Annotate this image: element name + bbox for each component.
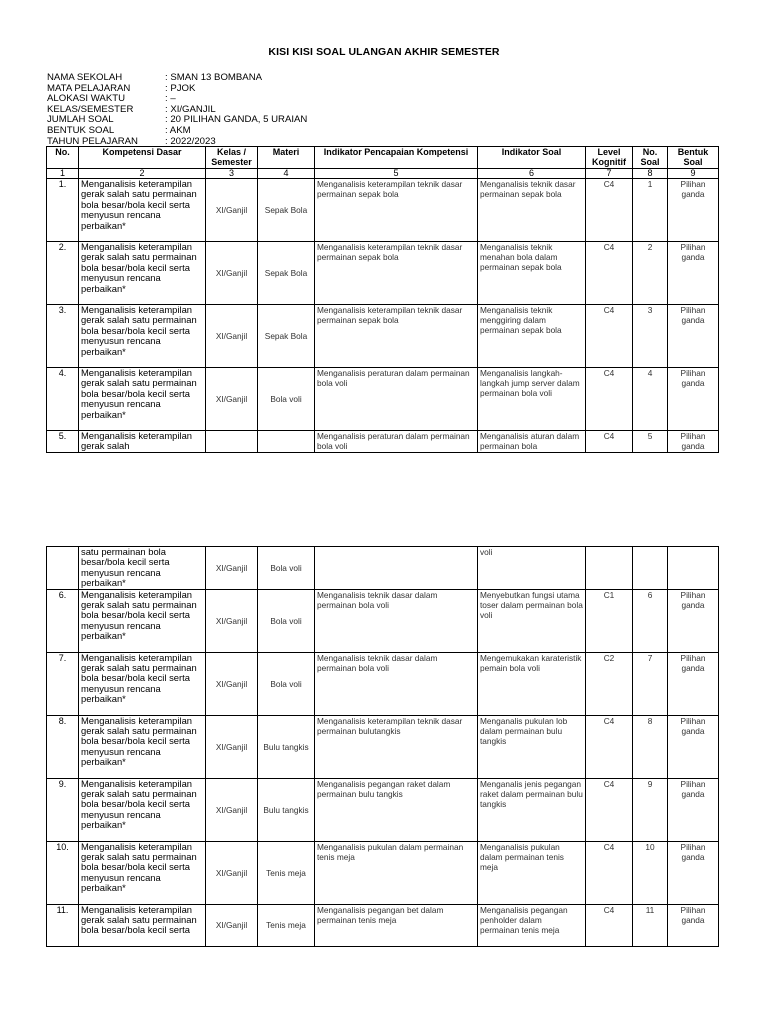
level-cell: C4 [586,904,633,946]
level-cell: C4 [586,715,633,778]
document-meta [47,73,307,147]
kompetensi-dasar-cell: Menganalisis keterampilan gerak salah satu permainan bola besar/bola kecil serta menyusun rencana perbaikan* [79,589,206,652]
no-soal-cell: 6 [633,589,668,652]
row-number: 5. [47,431,79,453]
row-number: 6. [47,589,79,652]
kisi-table-page-2 [46,546,719,947]
indikator-soal-cell: Menyebutkan fungsi utama toser dalam permainan bola voli [478,589,586,652]
materi-cell: Bola voli [258,652,315,715]
kelas-cell: XI/Ganjil [206,841,258,904]
header-no-soal: No. Soal [633,147,668,169]
indikator-soal-cell: Menganalisis pegangan penholder dalam permainan tenis meja [478,904,586,946]
meta-value: : – [165,93,176,105]
ipk-cell: Menganalisis pegangan bet dalam permainan tenis meja [315,904,478,946]
row-number: 8. [47,715,79,778]
row-number: 2. [47,242,79,305]
level-cell: C4 [586,841,633,904]
table-row [47,778,719,841]
header-kompetensi-dasar: Kompetensi Dasar [79,147,206,169]
level-cell: C2 [586,652,633,715]
no-soal-cell: 7 [633,652,668,715]
column-number: 2 [79,169,206,179]
kompetensi-dasar-cell: Menganalisis keterampilan gerak salah satu permainan bola besar/bola kecil serta menyusun rencana perbaikan* [79,305,206,368]
indikator-soal-cell: Menganalisis aturan dalam permainan bola [478,431,586,453]
no-soal-cell [633,547,668,590]
column-number-row [47,169,719,179]
kompetensi-dasar-cell: Menganalisis keterampilan gerak salah satu permainan bola besar/bola kecil serta menyusun rencana perbaikan* [79,242,206,305]
bentuk-soal-cell: Pilihan ganda [668,715,719,778]
materi-cell: Tenis meja [258,904,315,946]
bentuk-soal-cell: Pilihan ganda [668,242,719,305]
kompetensi-dasar-cell: Menganalisis keterampilan gerak salah [79,431,206,453]
meta-label: TAHUN PELAJARAN [47,135,138,147]
no-soal-cell: 3 [633,305,668,368]
no-soal-cell: 8 [633,715,668,778]
materi-cell: Bulu tangkis [258,778,315,841]
column-number: 7 [586,169,633,179]
column-number: 4 [258,169,315,179]
table-row [47,652,719,715]
header-level-kognitif: Level Kognitif [586,147,633,169]
kompetensi-dasar-cell: Menganalisis keterampilan gerak salah satu permainan bola besar/bola kecil serta menyusun rencana perbaikan* [79,179,206,242]
bentuk-soal-cell: Pilihan ganda [668,368,719,431]
bentuk-soal-cell: Pilihan ganda [668,904,719,946]
table-row [47,904,719,946]
row-number: 10. [47,841,79,904]
table-row [47,589,719,652]
row-number: 11. [47,904,79,946]
column-number: 9 [668,169,719,179]
indikator-soal-cell: Menganalis pukulan lob dalam permainan bulu tangkis [478,715,586,778]
meta-value: : AKM [165,124,191,136]
materi-cell: Sepak Bola [258,242,315,305]
kelas-cell: XI/Ganjil [206,305,258,368]
meta-label: KELAS/SEMESTER [47,103,134,115]
table-header-row [47,147,719,169]
kelas-cell: XI/Ganjil [206,652,258,715]
level-cell: C4 [586,242,633,305]
materi-cell [258,431,315,453]
ipk-cell: Menganalisis peraturan dalam permainan bola voli [315,368,478,431]
ipk-cell: Menganalisis teknik dasar dalam permainan bola voli [315,589,478,652]
table-row [47,715,719,778]
kompetensi-dasar-cell: Menganalisis keterampilan gerak salah satu permainan bola besar/bola kecil serta menyusun rencana perbaikan* [79,715,206,778]
meta-value: : XI/GANJIL [165,103,216,115]
meta-value: : 20 PILIHAN GANDA, 5 URAIAN [165,114,308,126]
meta-row [47,126,307,137]
indikator-soal-cell: Menganalisis langkah-langkah jump server dalam permainan bola voli [478,368,586,431]
header-bentuk-soal: Bentuk Soal [668,147,719,169]
kelas-cell: XI/Ganjil [206,715,258,778]
kompetensi-dasar-cell: Menganalisis keterampilan gerak salah satu permainan bola besar/bola kecil serta [79,904,206,946]
indikator-soal-cell: Menganalisis teknik menggiring dalam permainan sepak bola [478,305,586,368]
no-soal-cell: 1 [633,179,668,242]
meta-label: ALOKASI WAKTU [47,93,126,105]
level-cell [586,547,633,590]
materi-cell: Sepak Bola [258,305,315,368]
row-number: 9. [47,778,79,841]
indikator-soal-cell: Menganalisis teknik dasar permainan sepak bola [478,179,586,242]
ipk-cell: Menganalisis peraturan dalam permainan bola voli [315,431,478,453]
materi-cell: Bola voli [258,368,315,431]
row-number [47,547,79,590]
column-number: 3 [206,169,258,179]
kisi-table-page-1 [46,146,719,453]
level-cell: C4 [586,778,633,841]
kompetensi-dasar-cell: Menganalisis keterampilan gerak salah satu permainan bola besar/bola kecil serta menyusun rencana perbaikan* [79,841,206,904]
meta-row [47,73,307,84]
row-number: 7. [47,652,79,715]
kelas-cell [206,431,258,453]
kompetensi-dasar-cell: Menganalisis keterampilan gerak salah satu permainan bola besar/bola kecil serta menyusun rencana perbaikan* [79,368,206,431]
meta-value: : 2022/2023 [165,135,216,147]
no-soal-cell: 2 [633,242,668,305]
bentuk-soal-cell: Pilihan ganda [668,589,719,652]
column-number: 1 [47,169,79,179]
meta-label: BENTUK SOAL [47,124,115,136]
column-number: 6 [478,169,586,179]
row-number: 4. [47,368,79,431]
header-no: No. [47,147,79,169]
table-row [47,305,719,368]
row-number: 1. [47,179,79,242]
level-cell: C1 [586,589,633,652]
meta-label: NAMA SEKOLAH [47,72,123,83]
no-soal-cell: 11 [633,904,668,946]
bentuk-soal-cell: Pilihan ganda [668,652,719,715]
ipk-cell: Menganalisis pegangan raket dalam permainan bulu tangkis [315,778,478,841]
kelas-cell: XI/Ganjil [206,904,258,946]
meta-label: MATA PELAJARAN [47,82,131,94]
kelas-cell: XI/Ganjil [206,589,258,652]
no-soal-cell: 4 [633,368,668,431]
indikator-soal-cell: Menganalisis pukulan dalam permainan tenis meja [478,841,586,904]
table-row [47,368,719,431]
kompetensi-dasar-cell: Menganalisis keterampilan gerak salah satu permainan bola besar/bola kecil serta menyusun rencana perbaikan* [79,652,206,715]
ipk-cell: Menganalisis keterampilan teknik dasar permainan sepak bola [315,305,478,368]
document-title: KISI KISI SOAL ULANGAN AKHIR SEMESTER [268,46,500,58]
header-indikator-soal: Indikator Soal [478,147,586,169]
no-soal-cell: 10 [633,841,668,904]
materi-cell: Tenis meja [258,841,315,904]
table-row [47,242,719,305]
header-indikator-pencapaian: Indikator Pencapaian Kompetensi [315,147,478,169]
no-soal-cell: 9 [633,778,668,841]
materi-cell: Bulu tangkis [258,715,315,778]
kelas-cell: XI/Ganjil [206,368,258,431]
column-number: 8 [633,169,668,179]
materi-cell: Bola voli [258,547,315,590]
level-cell: C4 [586,305,633,368]
header-kelas-semester: Kelas / Semester [206,147,258,169]
indikator-soal-cell: voli [478,547,586,590]
bentuk-soal-cell [668,547,719,590]
bentuk-soal-cell: Pilihan ganda [668,841,719,904]
ipk-cell: Menganalisis teknik dasar dalam permainan bola voli [315,652,478,715]
materi-cell: Bola voli [258,589,315,652]
meta-value: : SMAN 13 BOMBANA [165,72,263,83]
kelas-cell: XI/Ganjil [206,547,258,590]
ipk-cell: Menganalisis keterampilan teknik dasar permainan sepak bola [315,179,478,242]
column-number: 5 [315,169,478,179]
header-materi: Materi [258,147,315,169]
kelas-cell: XI/Ganjil [206,179,258,242]
kelas-cell: XI/Ganjil [206,242,258,305]
meta-value: : PJOK [165,82,196,94]
ipk-cell: Menganalisis keterampilan teknik dasar permainan bulutangkis [315,715,478,778]
table-row [47,841,719,904]
level-cell: C4 [586,431,633,453]
table-row [47,547,719,590]
bentuk-soal-cell: Pilihan ganda [668,305,719,368]
bentuk-soal-cell: Pilihan ganda [668,431,719,453]
ipk-cell: Menganalisis keterampilan teknik dasar permainan sepak bola [315,242,478,305]
bentuk-soal-cell: Pilihan ganda [668,179,719,242]
kelas-cell: XI/Ganjil [206,778,258,841]
level-cell: C4 [586,368,633,431]
table-row [47,179,719,242]
row-number: 3. [47,305,79,368]
meta-label: JUMLAH SOAL [47,114,114,126]
indikator-soal-cell: Menganalisis teknik menahan bola dalam permainan sepak bola [478,242,586,305]
ipk-cell: Menganalisis pukulan dalam permainan tenis meja [315,841,478,904]
no-soal-cell: 5 [633,431,668,453]
kompetensi-dasar-cell: satu permainan bola besar/bola kecil serta menyusun rencana perbaikan* [79,547,206,590]
level-cell: C4 [586,179,633,242]
materi-cell: Sepak Bola [258,179,315,242]
ipk-cell [315,547,478,590]
kompetensi-dasar-cell: Menganalisis keterampilan gerak salah satu permainan bola besar/bola kecil serta menyusun rencana perbaikan* [79,778,206,841]
bentuk-soal-cell: Pilihan ganda [668,778,719,841]
table-row [47,431,719,453]
indikator-soal-cell: Menganalis jenis pegangan raket dalam permainan bulu tangkis [478,778,586,841]
indikator-soal-cell: Mengemukakan karateristik pemain bola voli [478,652,586,715]
